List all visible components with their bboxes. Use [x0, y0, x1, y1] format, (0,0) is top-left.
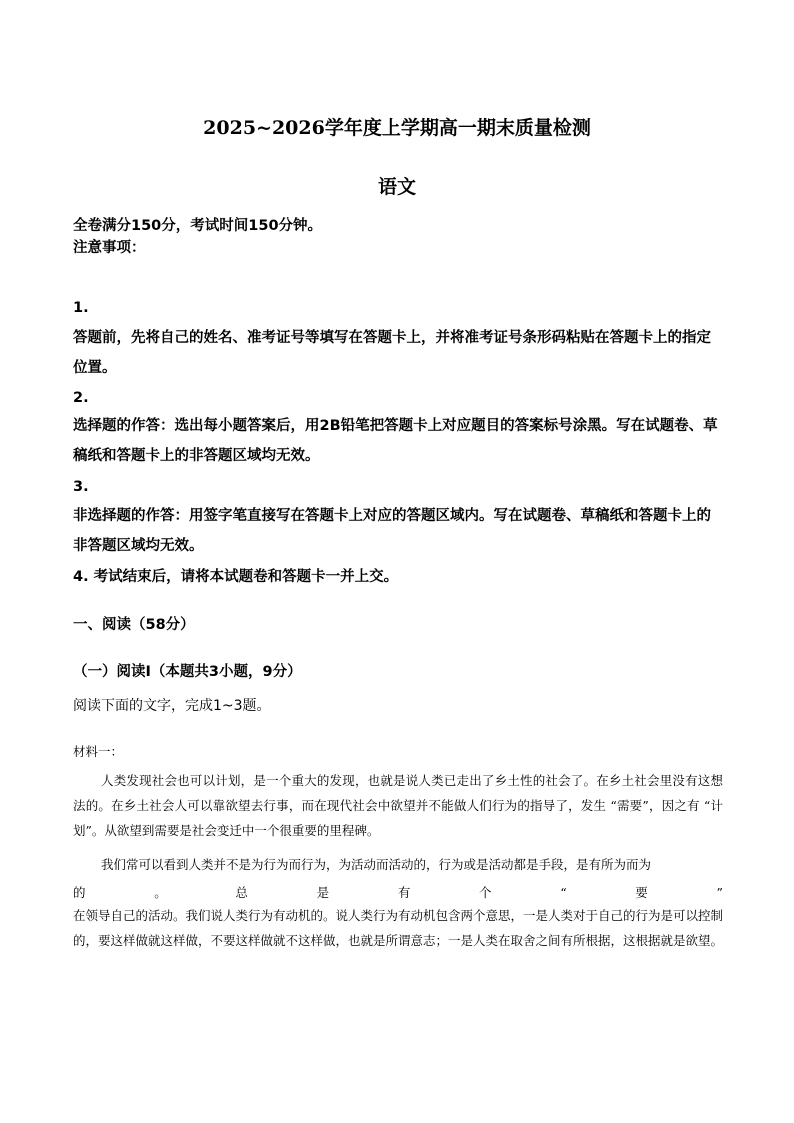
material-paragraph-1: 人类发现社会也可以计划，是一个重大的发现，也就是说人类已走出了乡土性的社会了。在乡土社会里没有这想法的。在乡土社会人可以靠欲望去行事，而在现代社会中欲望并不能做人们行为的指导了，发生 “需要”，因之有 “计划”。从欲望到需要是社会变迁中一个很重要的里程碑。 — [73, 773, 723, 838]
material-paragraph-2-end: 在领导自己的活动。我们说人类行为有动机的。说人类行为有动机包含两个意思，一是人类对于自己的行为是可以控制的，要这样做就这样做，不要这样做就不这样做，也就是所谓意志；一是人类在取舍之间有所根据，这根据就是欲望。 — [73, 908, 724, 948]
material-paragraph-2-start: 我们常可以看到人类并不是为行为而行为，为活动而活动的，行为或是活动都是手段，是有所为而为 — [101, 857, 652, 872]
reading-instruction: 阅读下面的文字，完成1~3题。 — [73, 698, 271, 714]
material-paragraph-2-spread-line — [73, 880, 723, 905]
note-2-text: 选择题的作答：选出每小题答案后，用2B铅笔把答题卡上对应题目的答案标号涂黑。写在试题卷、草稿纸和答题卡上的非答题区域均无效。 — [73, 418, 718, 464]
spread-char: ” — [716, 885, 723, 900]
note-2-number: 2. — [73, 390, 89, 406]
section-one-heading: 一、阅读（58分） — [73, 617, 195, 633]
spread-char: “ — [560, 885, 567, 900]
spread-char: 是 — [316, 885, 330, 900]
spread-char: 。 — [154, 885, 167, 900]
spread-char: 总 — [235, 885, 248, 900]
notice-heading: 注意事项： — [73, 240, 146, 256]
note-1-number: 1. — [73, 300, 89, 316]
full-score-line: 全卷满分150分，考试时间150分钟。 — [73, 218, 323, 234]
subject-title: 语文 — [377, 176, 416, 198]
spread-char: 要 — [635, 885, 648, 900]
spread-char: 的 — [73, 885, 86, 900]
part-one-heading: （一）阅读Ⅰ（本题共3小题，9分） — [73, 664, 302, 680]
note-3-number: 3. — [73, 479, 89, 495]
material-label: 材料一： — [73, 744, 124, 759]
spread-char: 个 — [479, 885, 492, 900]
spread-char: 有 — [397, 885, 411, 900]
note-4-text: 4. 考试结束后，请将本试题卷和答题卡一并上交。 — [73, 569, 399, 585]
exam-title: 2025~2026学年度上学期高一期末质量检测 — [203, 117, 591, 139]
note-1-text: 答题前，先将自己的姓名、准考证号等填写在答题卡上，并将准考证号条形码粘贴在答题卡上的指定位置。 — [73, 330, 711, 376]
note-3-text: 非选择题的作答：用签字笔直接写在答题卡上对应的答题区域内。写在试题卷、草稿纸和答题卡上的非答题区域均无效。 — [73, 508, 711, 554]
